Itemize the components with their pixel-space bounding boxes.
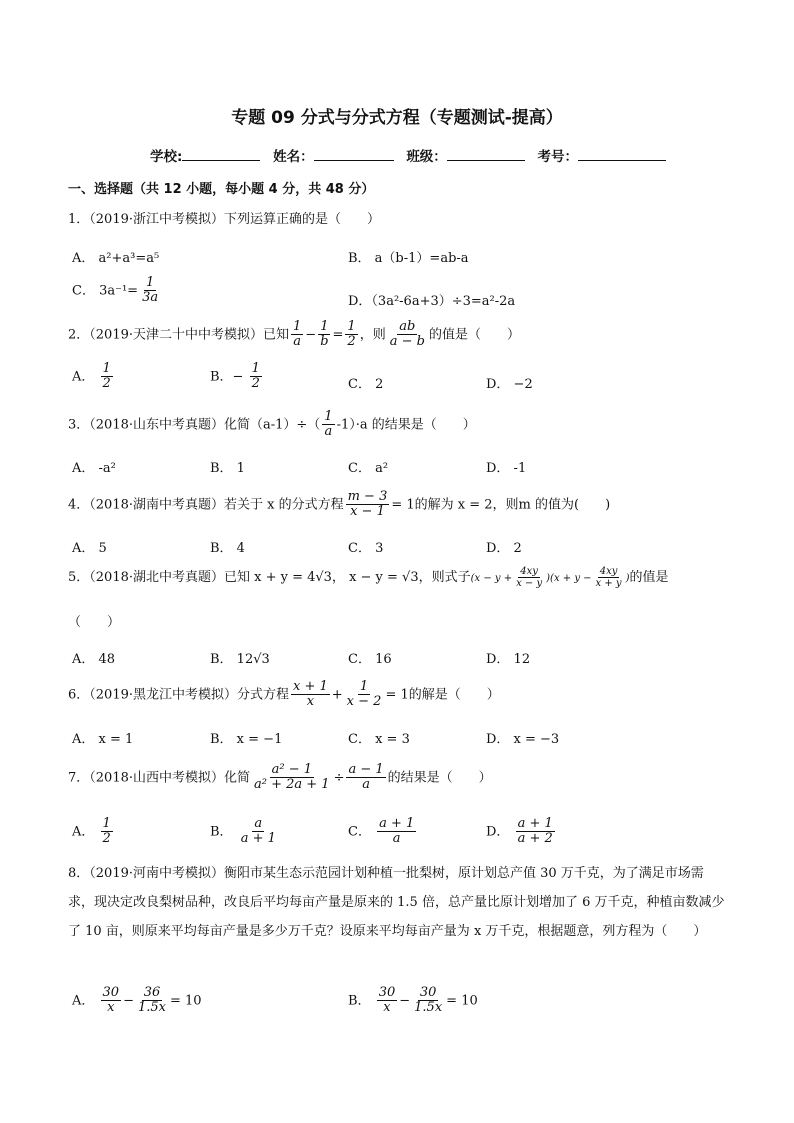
question-5-stem: 5．（2018·湖北中考真题）已知 x + y = 4√3， x − y = √3，则式子(x − y + $\frac{4xy}{x - y}$ )(x + y − $\frac{4xy}{x + y}$ )的值是 [68, 566, 669, 589]
section-heading: 一、选择题（共 12 小题，每小题 4 分，共 48 分） [68, 182, 375, 197]
q5-option-b[interactable]: B． 12√3 [210, 652, 270, 667]
student-info-line [150, 145, 674, 165]
fraction: $\frac{1}{2}$ [102, 816, 111, 847]
fraction: $\frac{\text{a² − 1}}{\text{a² + 2a + 1}}$ [254, 762, 330, 793]
fraction: $\frac{30}{x}$ [102, 985, 120, 1016]
question-7-stem: 7．（2018·山西中考模拟）化简 $\frac{\text{a² − 1}}{\text{a² + 2a + 1}}$ ÷ $\frac{a - 1}{a}$ 的结果是（ ） [68, 762, 492, 793]
fraction: $\frac{1}{x - 2}$ [346, 679, 382, 710]
fraction: $\frac{1}{2}$ [102, 361, 111, 392]
school-blank[interactable] [182, 148, 260, 161]
q4-option-a[interactable]: A． 5 [72, 541, 107, 556]
question-4-stem: 4．（2018·湖南中考真题）若关于 x 的分式方程 $\frac{m - 3}{x - 1}$ = 1的解为 x = 2，则m 的值为( ) [68, 489, 611, 520]
fraction: $\frac{1}{b}$ [320, 319, 329, 350]
q3-option-b[interactable]: B． 1 [210, 461, 245, 476]
fraction: $\frac{a + 1}{a}$ [379, 816, 415, 847]
q8-option-a[interactable]: A． $\frac{30}{x}$ − $\frac{36}{1.5x}$ = 10 [72, 985, 202, 1016]
q6-option-a[interactable]: A． x = 1 [72, 732, 134, 747]
q2-option-c[interactable]: C． 2 [348, 377, 384, 392]
class-blank[interactable] [447, 148, 525, 161]
page-title: 专题 09 分式与分式方程（专题测试-提高） [231, 108, 563, 128]
fraction: $\frac{a + 1}{a + 2}$ [517, 816, 553, 847]
id-label: 考号： [537, 149, 579, 165]
q3-option-d[interactable]: D． -1 [486, 461, 527, 476]
fraction: $\frac{1}{a}$ [293, 319, 302, 350]
q8-option-b[interactable]: B． $\frac{30}{x}$ − $\frac{30}{1.5x}$ = 10 [348, 985, 478, 1016]
fraction: $\frac{30}{x}$ [378, 985, 396, 1016]
fraction: $\frac{4xy}{x + y}$ [595, 566, 622, 589]
q7-option-b[interactable]: B． $\frac{a}{a + 1}$ [210, 816, 276, 847]
q5-answer-paren: （ ） [68, 615, 121, 630]
q6-option-c[interactable]: C． x = 3 [348, 732, 410, 747]
class-label: 班级： [406, 149, 447, 165]
question-8-stem: 8．（2019·河南中考模拟）衡阳市某生态示范园计划种植一批梨树，原计划总产值 30 万千克，为了满足市场需求，现决定改良梨树品种，改良后平均每亩产量是原来的 1.5 倍，总产量比原计划增加了 6 万千克，种植亩数减少了 10 亩，则原来平均每亩产量是多少万千克？设原来平均每亩产量为 x 万千克，根据题意，列方程为（ ） [68, 866, 725, 939]
name-label: 姓名： [273, 149, 314, 165]
fraction: $\frac{1}{2}$ [251, 361, 260, 392]
fraction: $\frac{x + 1}{x}$ [293, 679, 328, 710]
q3-option-c[interactable]: C． a² [348, 461, 389, 476]
q1-option-c[interactable] [72, 276, 162, 306]
q1-c-prefix: C． 3a⁻¹= [72, 283, 139, 299]
q5-option-a[interactable]: A． 48 [72, 652, 116, 667]
fraction: $\frac{1}{3a}$ [142, 275, 159, 306]
q6-option-b[interactable]: B． x = −1 [210, 732, 283, 747]
fraction: $\frac{1}{a}$ [324, 409, 333, 440]
question-1-stem: 1．（2019·浙江中考模拟）下列运算正确的是（ ） [68, 212, 380, 227]
q1-option-a[interactable]: A． a²+a³=a⁵ [72, 251, 160, 266]
q5-option-c[interactable]: C． 16 [348, 652, 392, 667]
name-blank[interactable] [314, 148, 394, 161]
q2-option-d[interactable]: D． −2 [486, 377, 533, 392]
id-blank[interactable] [578, 148, 666, 161]
question-2-stem: 2．（2019·天津二十中中考模拟）已知 $\frac{1}{a}$ − $\frac{1}{b}$ = $\frac{1}{2}$ ，则 $\frac{ab}{a - b}$ 的值是（ ） [68, 319, 520, 350]
fraction: $\frac{1}{2}$ [347, 319, 356, 350]
fraction: $\frac{30}{1.5x}$ [414, 985, 443, 1016]
school-label: 学校: [150, 149, 183, 165]
q2-option-a[interactable]: A． $\frac{1}{2}$ [72, 361, 111, 392]
fraction: $\frac{4xy}{x - y}$ [516, 566, 543, 589]
fraction: $\frac{m - 3}{x - 1}$ [347, 489, 388, 520]
q5-option-d[interactable]: D． 12 [486, 652, 531, 667]
q7-option-d[interactable]: D． $\frac{a + 1}{a + 2}$ [486, 816, 553, 847]
fraction: $\frac{36}{1.5x}$ [137, 985, 166, 1016]
q6-option-d[interactable]: D． x = −3 [486, 732, 560, 747]
q7-option-c[interactable]: C． $\frac{a + 1}{a}$ [348, 816, 415, 847]
question-6-stem: 6．（2019·黑龙江中考模拟）分式方程 $\frac{x + 1}{x}$ + $\frac{1}{x - 2}$ = 1的解是（ ） [68, 679, 500, 710]
q4-option-b[interactable]: B． 4 [210, 541, 245, 556]
fraction: $\frac{ab}{a - b}$ [389, 319, 425, 350]
q4-option-c[interactable]: C． 3 [348, 541, 384, 556]
q2-option-b[interactable]: B．− $\frac{1}{2}$ [210, 361, 260, 392]
q3-option-a[interactable]: A． -a² [72, 461, 116, 476]
fraction: $\frac{a - 1}{a}$ [348, 762, 384, 793]
q1-option-d[interactable]: D．（3a²-6a+3）÷3=a²-2a [348, 294, 516, 309]
q7-option-a[interactable]: A． $\frac{1}{2}$ [72, 816, 111, 847]
question-3-stem: 3．（2018·山东中考真题）化简（a-1）÷（ $\frac{1}{a}$ -1）·a 的结果是（ ） [68, 409, 476, 440]
q4-option-d[interactable]: D． 2 [486, 541, 522, 556]
fraction: $\frac{a}{a + 1}$ [240, 816, 276, 847]
q1-option-b[interactable]: B． a（b-1）=ab-a [348, 251, 469, 266]
